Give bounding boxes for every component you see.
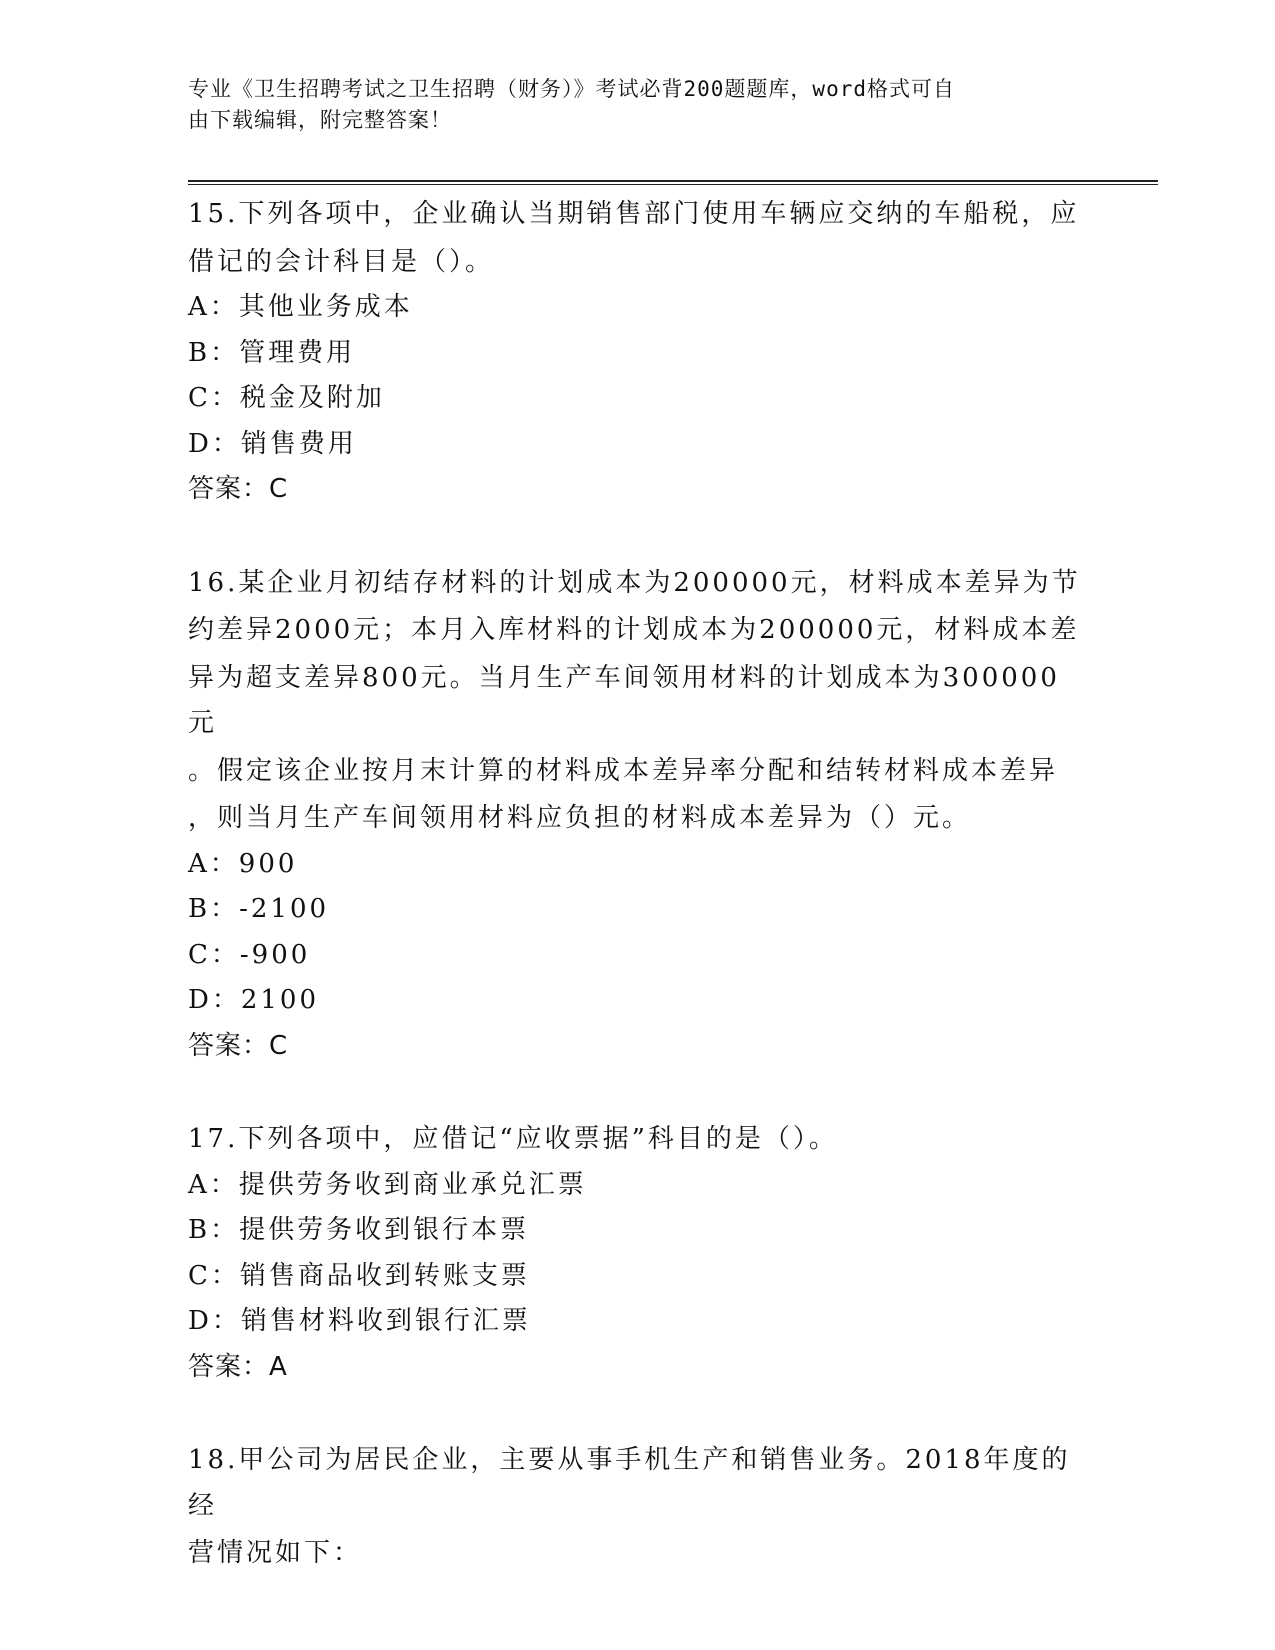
question-16 <box>188 559 1088 1070</box>
document-header <box>188 74 1068 136</box>
question-stem-line: 约差异2000元；本月入库材料的计划成本为200000元，材料成本差 <box>188 615 1080 645</box>
question-stem-line: 15.下列各项中，企业确认当期销售部门使用车辆应交纳的车船税，应 <box>188 199 1080 229</box>
header-line-1: 专业《卫生招聘考试之卫生招聘（财务）》考试必背200题题库，word格式可自 <box>188 77 955 101</box>
header-line-2: 由下载编辑，附完整答案！ <box>188 108 452 132</box>
question-stem-line: 营情况如下： <box>188 1538 363 1568</box>
answer: 答案：C <box>188 1030 289 1061</box>
option-c: C：税金及附加 <box>188 383 385 413</box>
option-d: D：销售材料收到银行汇票 <box>188 1306 531 1336</box>
option-a: A：其他业务成本 <box>188 292 413 322</box>
question-17 <box>188 1115 1088 1390</box>
option-d: D：2100 <box>188 985 320 1015</box>
question-list <box>188 190 1088 1623</box>
option-d: D：销售费用 <box>188 428 357 459</box>
option-b: B：提供劳务收到银行本票 <box>188 1215 530 1245</box>
question-stem-line: 17.下列各项中，应借记“应收票据”科目的是（）。 <box>188 1124 838 1154</box>
header-divider <box>188 180 1158 182</box>
answer: 答案：A <box>188 1351 288 1382</box>
option-a: A：900 <box>188 848 298 879</box>
question-15 <box>188 190 1088 513</box>
question-stem-line: 18.甲公司为居民企业，主要从事手机生产和销售业务。2018年度的经 <box>188 1445 1071 1521</box>
question-stem-line: ，则当月生产车间领用材料应负担的材料成本差异为（）元。 <box>188 803 972 833</box>
question-stem-line: 借记的会计科目是（）。 <box>188 246 495 277</box>
question-stem-line: 16.某企业月初结存材料的计划成本为200000元，材料成本差异为节 <box>188 567 1081 598</box>
answer: 答案：C <box>188 474 289 504</box>
question-stem-line: 。假定该企业按月末计算的材料成本差异率分配和结转材料成本差异 <box>188 755 1059 786</box>
option-a: A：提供劳务收到商业承兑汇票 <box>188 1169 587 1200</box>
header-divider-thin <box>188 184 1158 185</box>
option-c: C：销售商品收到转账支票 <box>188 1260 530 1291</box>
option-c: C：-900 <box>188 939 311 970</box>
option-b: B：管理费用 <box>188 337 356 368</box>
question-stem-line: 异为超支差异800元。当月生产车间领用材料的计划成本为300000元 <box>188 662 1060 738</box>
option-b: B：-2100 <box>188 894 330 924</box>
question-18 <box>188 1436 1088 1577</box>
